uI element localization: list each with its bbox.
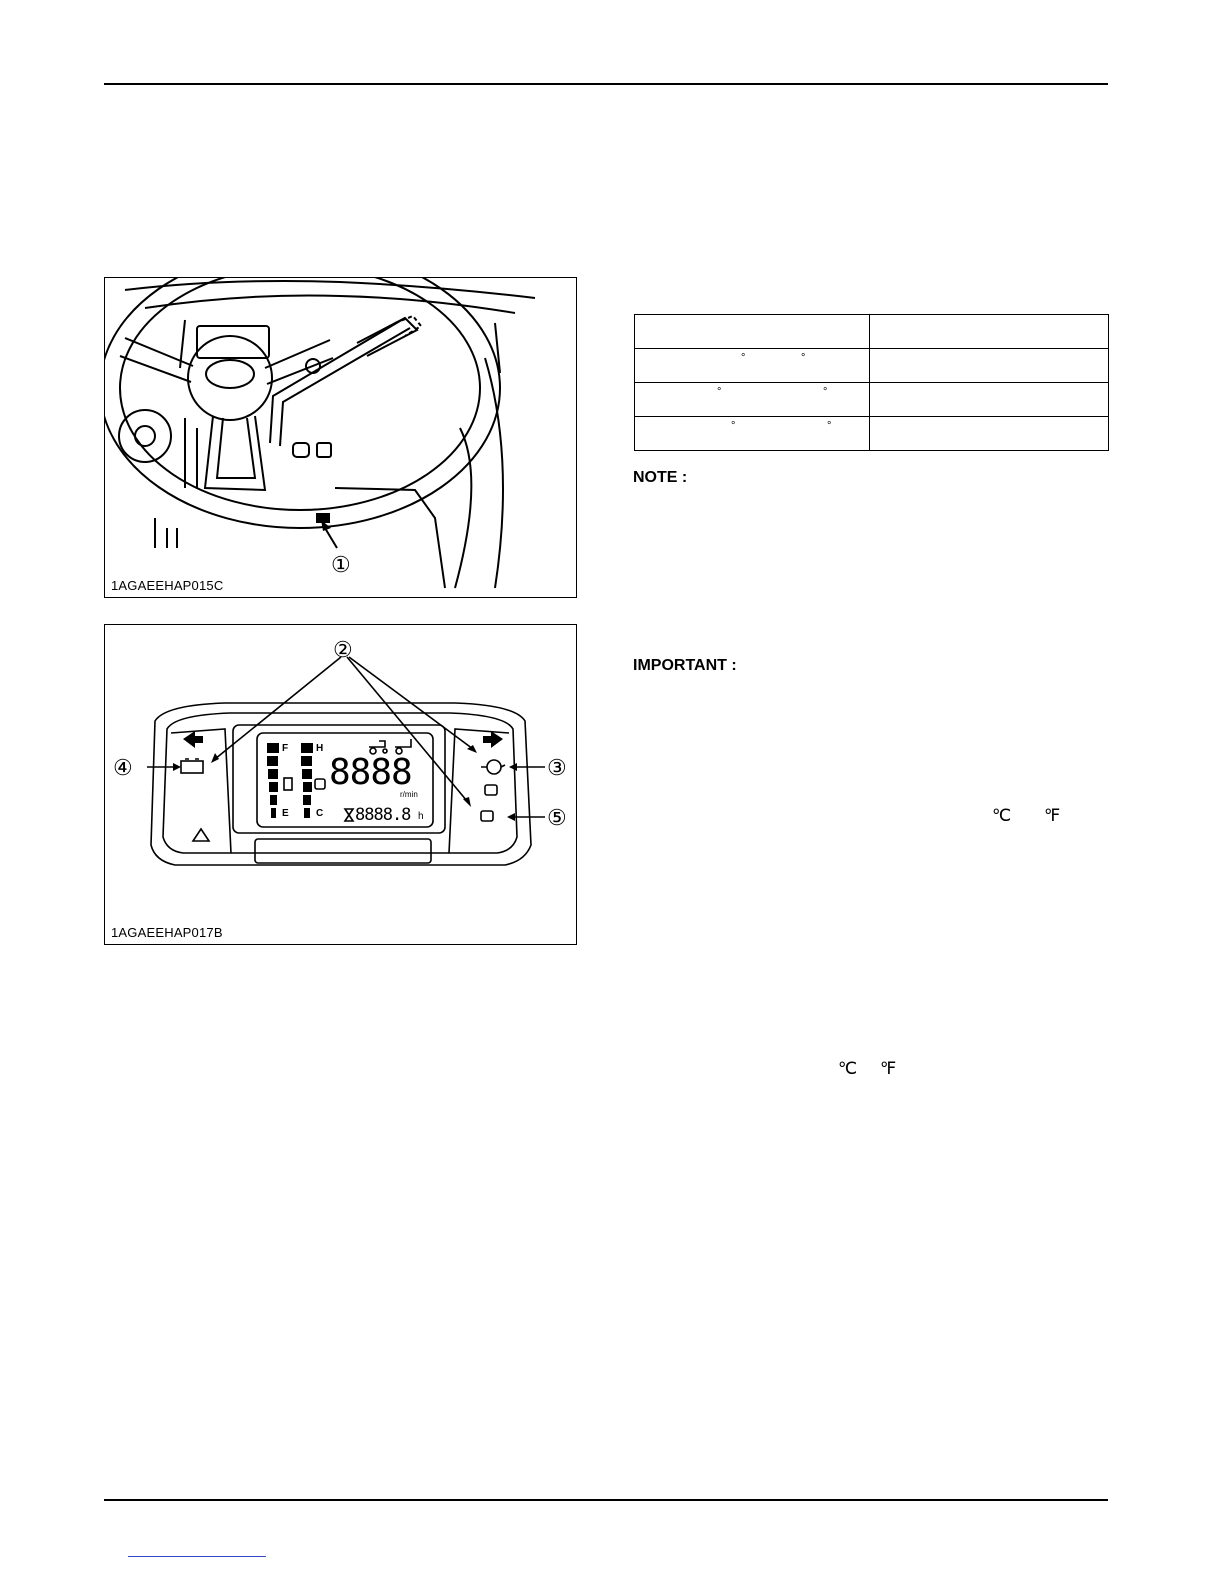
celsius-symbol: ℃ — [992, 806, 1012, 825]
hour-digits: 8888.8 — [355, 805, 411, 825]
celsius-symbol: ℃ — [838, 1059, 858, 1078]
figure-code: 1AGAEEHAP017B — [111, 925, 223, 940]
table-row — [635, 349, 1109, 383]
figure-instrument-panel — [104, 624, 577, 945]
rpm-digits: 8888 — [329, 752, 412, 793]
bottom-rule — [104, 1499, 1108, 1501]
table-cell — [635, 315, 870, 349]
fuel-empty-label: E — [282, 808, 289, 819]
fuel-full-label: F — [282, 743, 289, 754]
table-cell — [870, 349, 1109, 383]
table-cell — [635, 417, 870, 451]
table-row — [635, 417, 1109, 451]
degree-symbol: ° — [827, 420, 832, 432]
callout-4: ④ — [113, 755, 133, 780]
rpm-unit: r/min — [400, 790, 418, 799]
important-label: IMPORTANT : — [633, 657, 737, 674]
table-cell — [870, 315, 1109, 349]
degree-symbol: ° — [801, 352, 806, 364]
steering-wheel-illustration — [105, 278, 576, 597]
top-rule — [104, 83, 1108, 85]
temp-hot-label: H — [316, 743, 324, 754]
fahrenheit-symbol: ℉ — [1044, 806, 1061, 825]
callout-5: ⑤ — [547, 805, 567, 830]
callout-1: ① — [331, 552, 351, 577]
spec-table — [634, 314, 1109, 451]
table-cell — [870, 417, 1109, 451]
link-underline[interactable] — [128, 1556, 266, 1557]
table-cell — [635, 349, 870, 383]
table-row — [635, 383, 1109, 417]
figure-code: 1AGAEEHAP015C — [111, 578, 224, 593]
note-label: NOTE : — [633, 469, 688, 486]
temp-cold-label: C — [316, 808, 324, 819]
fahrenheit-symbol: ℉ — [880, 1059, 897, 1078]
table-cell — [870, 383, 1109, 417]
degree-symbol: ° — [741, 352, 746, 364]
degree-symbol: ° — [823, 386, 828, 398]
callout-3: ③ — [547, 755, 567, 780]
hour-unit: h — [418, 811, 424, 822]
table-row — [635, 315, 1109, 349]
degree-symbol: ° — [731, 420, 736, 432]
callout-2: ② — [333, 637, 353, 662]
figure-steering-wheel — [104, 277, 577, 598]
table-cell — [635, 383, 870, 417]
degree-symbol: ° — [717, 386, 722, 398]
